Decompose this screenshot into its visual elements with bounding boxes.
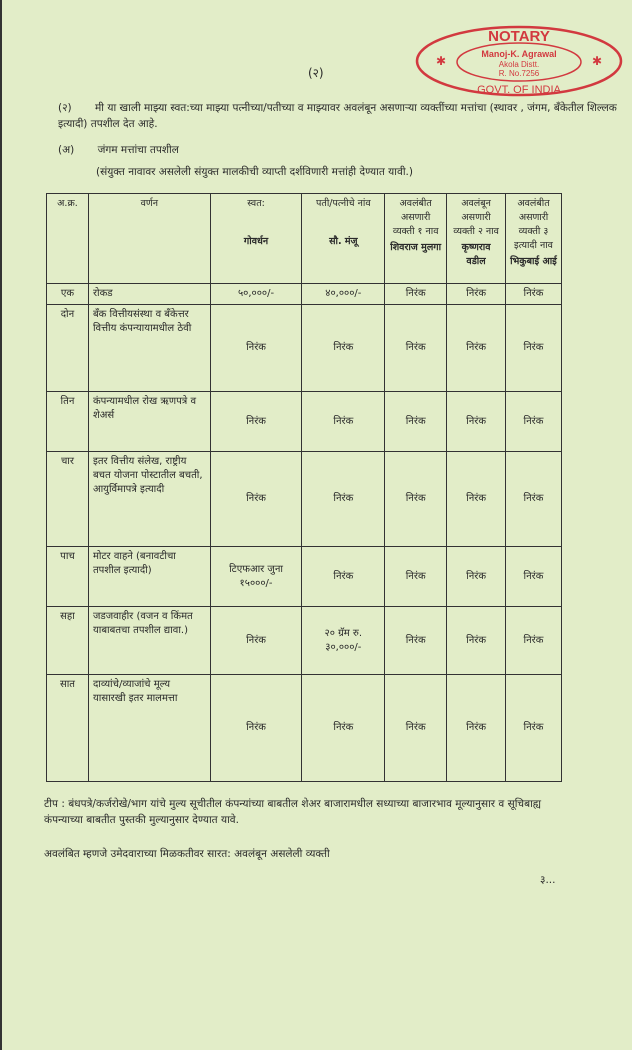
row-description: जडजवाहीर (वजन व किंमत याबाबतचा तपशील द्यावा.) xyxy=(88,607,210,675)
column-header-person-name: भिकुबाई आई xyxy=(510,256,557,267)
table-row xyxy=(47,675,562,782)
row-description: इतर वित्तीय संलेख, राष्ट्रीय बचत योजना पोस्टातील बचती, आयुर्विमापत्रे इत्यादी xyxy=(88,452,210,547)
table-row xyxy=(47,392,562,452)
asset-value-cell: निरंक xyxy=(210,607,302,675)
column-header-person-name: शिवराज मुलगा xyxy=(390,242,442,253)
asset-value-cell: निरंक xyxy=(506,452,562,547)
row-description: दाव्यांचे/व्याजांचे मूल्य यासारखी इतर मालमत्ता xyxy=(88,675,210,782)
column-header-label: वर्णन xyxy=(140,198,159,209)
movable-assets-table xyxy=(46,193,562,782)
asset-value-cell: निरंक xyxy=(447,305,506,392)
asset-value-cell: निरंक xyxy=(447,675,506,782)
column-header-label: अवलंबीत असणारी व्यक्ती ३ इत्यादी नाव xyxy=(514,198,553,251)
svg-text:GOVT. OF INDIA: GOVT. OF INDIA xyxy=(477,84,561,96)
asset-value-cell: निरंक xyxy=(302,392,385,452)
column-header-person-name: गोवर्धन xyxy=(243,236,269,247)
svg-text:✱: ✱ xyxy=(592,54,603,68)
table-row xyxy=(47,452,562,547)
table-row xyxy=(47,305,562,392)
column-header-label: अवलंबीत असणारी व्यक्ती १ नाव xyxy=(392,198,439,237)
scan-edge xyxy=(0,0,2,1050)
dependent-definition: अवलंबित म्हणजे उमेदवाराच्या मिळकतीवर सारत: अवलंबून असलेली व्यक्ती xyxy=(44,848,330,860)
column-header-person-name: सौ. मंजू xyxy=(329,236,358,247)
column-header xyxy=(447,194,506,284)
asset-value-cell: ४०,०००/- xyxy=(302,284,385,305)
asset-value-cell: निरंक xyxy=(385,305,447,392)
table-header-row xyxy=(47,194,562,284)
column-header-label: पती/पत्नीचे नांव xyxy=(316,198,371,209)
row-serial: दोन xyxy=(47,305,89,392)
footnote: टीप : बंधपत्रे/कर्जरोखे/भाग यांचे मुल्य सूचीतील कंपन्यांच्या बाबतील शेअर बाजारामधील सध्याच्या बाजारभाव मूल्यानुसार व सूचिबाह्य कंपन्याच्या बाबतीत पुस्तकी मुल्यानुसार देण्यात यावे. xyxy=(44,798,542,826)
asset-value-cell: निरंक xyxy=(210,675,302,782)
row-description: कंपन्यामधील रोख ऋणपत्रे व शेअर्स xyxy=(88,392,210,452)
asset-value-cell: निरंक xyxy=(210,392,302,452)
asset-value-cell: निरंक xyxy=(447,392,506,452)
row-description: बँक वित्तीयसंस्था व बँकेत्तर वित्तीय कंपन्यायामधील ठेवी xyxy=(88,305,210,392)
asset-value-cell: निरंक xyxy=(447,607,506,675)
section-a-note: (संयुक्त नावावर असलेली संयुक्त मालकीची व्याप्ती दर्शविणारी मत्तांही देण्यात यावी.) xyxy=(96,166,413,178)
asset-value-cell: टिएफआर जुना १५०००/- xyxy=(210,547,302,607)
row-serial: चार xyxy=(47,452,89,547)
asset-value-cell: २० ग्रॅम रु. ३०,०००/- xyxy=(302,607,385,675)
asset-value-cell: निरंक xyxy=(506,607,562,675)
asset-value-cell: निरंक xyxy=(447,284,506,305)
column-header xyxy=(385,194,447,284)
asset-value-cell: निरंक xyxy=(385,392,447,452)
section-a-number: (अ) xyxy=(58,144,75,156)
asset-value-cell: निरंक xyxy=(302,675,385,782)
continued-marker: ३... xyxy=(540,874,556,886)
column-header xyxy=(210,194,302,284)
table-row xyxy=(47,607,562,675)
column-header-label: अ.क्र. xyxy=(57,198,78,209)
svg-text:Manoj-K. Agrawal: Manoj-K. Agrawal xyxy=(481,49,557,59)
asset-value-cell: निरंक xyxy=(447,452,506,547)
asset-value-cell: निरंक xyxy=(506,305,562,392)
row-description: मोटर वाहने (बनावटीचा तपशील इत्यादी) xyxy=(88,547,210,607)
asset-value-cell: निरंक xyxy=(506,675,562,782)
column-header-label: स्वत: xyxy=(247,198,265,209)
asset-value-cell: निरंक xyxy=(302,452,385,547)
svg-text:✱: ✱ xyxy=(436,54,447,68)
row-serial: तिन xyxy=(47,392,89,452)
table-row xyxy=(47,547,562,607)
row-serial: सात xyxy=(47,675,89,782)
section-a-title: जंगम मत्तांचा तपशील xyxy=(97,144,179,156)
column-header xyxy=(506,194,562,284)
section-2-text: मी या खाली माझ्या स्वत:च्या माझ्या पत्नीच्या/पतीच्या व माझ्यावर अवलंबून असणाऱ्या व्यक्तींच्या मत्तांचा (स्थावर , जंगम, बँकेतील शिल्लक इत्यादी) तपशील देत आहे. xyxy=(58,102,617,130)
row-serial: एक xyxy=(47,284,89,305)
asset-value-cell: निरंक xyxy=(385,675,447,782)
asset-value-cell: निरंक xyxy=(506,392,562,452)
asset-value-cell: निरंक xyxy=(385,452,447,547)
row-serial: सहा xyxy=(47,607,89,675)
asset-value-cell: निरंक xyxy=(210,305,302,392)
column-header-person-name: कृष्णराव वडील xyxy=(461,242,491,267)
column-header xyxy=(47,194,89,284)
asset-value-cell: निरंक xyxy=(385,547,447,607)
asset-value-cell: निरंक xyxy=(210,452,302,547)
asset-value-cell: निरंक xyxy=(302,305,385,392)
column-header xyxy=(88,194,210,284)
row-serial: पाच xyxy=(47,547,89,607)
section-a-heading xyxy=(58,142,179,158)
section-2-number: (२) xyxy=(58,102,72,114)
asset-value-cell: निरंक xyxy=(302,547,385,607)
svg-text:R. No.7256: R. No.7256 xyxy=(498,69,540,78)
asset-value-cell: निरंक xyxy=(385,607,447,675)
asset-value-cell: निरंक xyxy=(506,547,562,607)
notary-stamp xyxy=(414,24,624,98)
page-number: (२) xyxy=(308,66,324,80)
asset-value-cell: ५०,०००/- xyxy=(210,284,302,305)
column-header-label: अवलंबून असणारी व्यक्ती २ नाव xyxy=(453,198,499,237)
table-row xyxy=(47,284,562,305)
asset-value-cell: निरंक xyxy=(506,284,562,305)
column-header xyxy=(302,194,385,284)
svg-text:NOTARY: NOTARY xyxy=(488,28,550,45)
asset-value-cell: निरंक xyxy=(385,284,447,305)
section-2 xyxy=(58,100,618,132)
asset-value-cell: निरंक xyxy=(447,547,506,607)
row-description: रोकड xyxy=(88,284,210,305)
svg-text:Akola Distt.: Akola Distt. xyxy=(498,60,540,69)
